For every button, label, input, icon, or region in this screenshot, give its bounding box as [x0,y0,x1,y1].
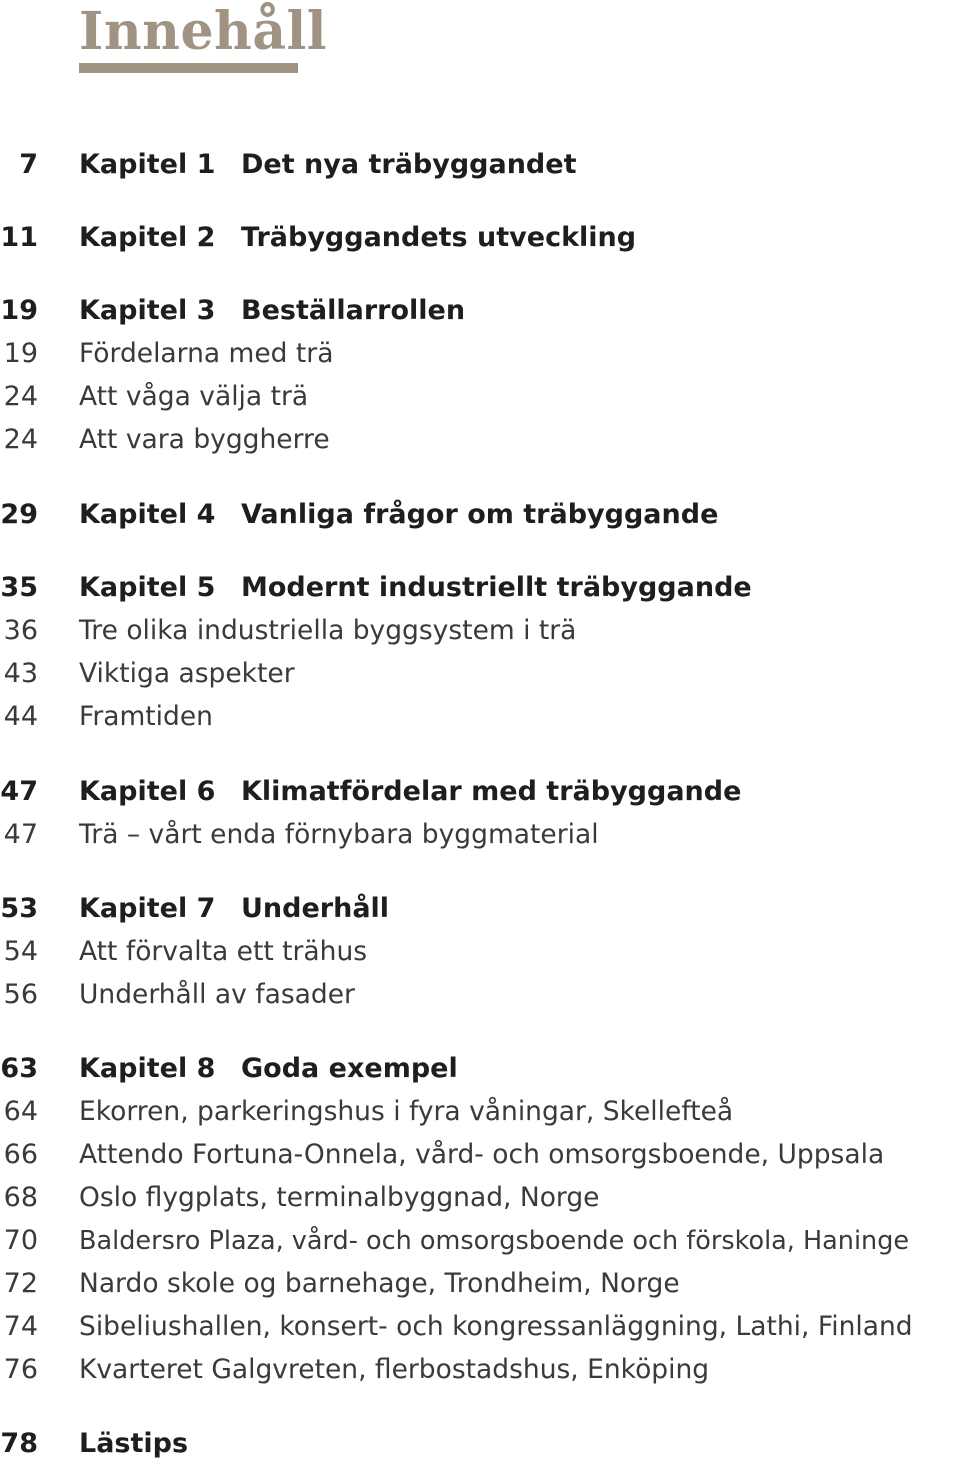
toc-chapter-title: Beställarrollen [241,295,466,326]
toc-entry-kapitel-6[interactable] [0,772,960,812]
toc-entry-section[interactable] [0,1092,960,1132]
toc-section-title: Trä – vårt enda förnybara byggmaterial [79,819,599,850]
toc-entry-section[interactable] [0,334,960,374]
toc-page-number: 54 [3,936,38,967]
toc-section-title: Fördelarna med trä [79,338,334,369]
toc-section-title: Att vara byggherre [79,424,330,455]
toc-page-number: 47 [0,776,38,807]
toc-page-number: 70 [3,1225,38,1256]
toc-entry-section[interactable] [0,1307,960,1347]
toc-page-number: 44 [3,701,38,732]
toc-page-number: 68 [3,1182,38,1213]
toc-chapter-label: Kapitel 3 [79,295,216,326]
toc-page-number: 35 [0,572,38,603]
toc-page-number: 7 [19,149,38,180]
toc-entry-kapitel-3[interactable] [0,291,960,331]
toc-chapter-title: Vanliga frågor om träbyggande [241,499,719,530]
toc-chapter-label: Kapitel 4 [79,499,216,530]
toc-entry-section[interactable] [0,1350,960,1390]
toc-chapter-label: Kapitel 2 [79,222,216,253]
toc-chapter-title: Träbyggandets utveckling [241,222,637,253]
toc-page-number: 74 [3,1311,38,1342]
toc-page-number: 78 [0,1428,38,1459]
toc-section-title: Ekorren, parkeringshus i fyra våningar, Skellefteå [79,1096,734,1127]
toc-entry-kapitel-2[interactable] [0,218,960,258]
toc-entry-kapitel-5[interactable] [0,568,960,608]
toc-chapter-label: Lästips [79,1428,189,1459]
toc-entry-section[interactable] [0,377,960,417]
toc-section-title: Oslo flygplats, terminalbyggnad, Norge [79,1182,600,1213]
toc-entry-kapitel-4[interactable] [0,495,960,535]
toc-page-number: 64 [3,1096,38,1127]
toc-section-title: Framtiden [79,701,213,732]
toc-entry-section[interactable] [0,815,960,855]
toc-chapter-title: Klimatfördelar med träbyggande [241,776,742,807]
toc-section-title: Baldersro Plaza, vård- och omsorgsboende och förskola, Haninge [79,1226,910,1256]
toc-page-number: 19 [3,338,38,369]
toc-entry-section[interactable] [0,1221,960,1261]
toc-section-title: Attendo Fortuna-Onnela, vård- och omsorgsboende, Uppsala [79,1139,885,1170]
toc-page-number: 43 [3,658,38,689]
toc-entry-section[interactable] [0,932,960,972]
toc-page-number: 36 [3,615,38,646]
toc-section-title: Viktiga aspekter [79,658,295,689]
toc-entry-section[interactable] [0,697,960,737]
toc-chapter-title: Underhåll [241,893,390,924]
toc-page-number: 24 [3,424,38,455]
toc-page-number: 11 [0,222,38,253]
toc-chapter-title: Det nya träbyggandet [241,149,577,180]
toc-section-title: Underhåll av fasader [79,979,355,1010]
toc-page-number: 29 [0,499,38,530]
toc-page-number: 66 [3,1139,38,1170]
toc-section-title: Sibeliushallen, konsert- och kongressanläggning, Lathi, Finland [79,1311,913,1342]
toc-entry-kapitel-7[interactable] [0,889,960,929]
toc-entry-section[interactable] [0,420,960,460]
toc-entry-lastips[interactable] [0,1424,960,1464]
toc-entry-kapitel-8[interactable] [0,1049,960,1089]
toc-page-number: 63 [0,1053,38,1084]
toc-entry-kapitel-1[interactable] [0,145,960,185]
toc-entry-section[interactable] [0,611,960,651]
toc-chapter-label: Kapitel 1 [79,149,216,180]
toc-chapter-label: Kapitel 8 [79,1053,216,1084]
toc-page-number: 56 [3,979,38,1010]
toc-page-number: 24 [3,381,38,412]
toc-entry-section[interactable] [0,1264,960,1304]
toc-chapter-label: Kapitel 5 [79,572,216,603]
toc-section-title: Att förvalta ett trähus [79,936,368,967]
toc-page-number: 47 [3,819,38,850]
toc-chapter-label: Kapitel 6 [79,776,216,807]
toc-page-number: 76 [3,1354,38,1385]
page-title: Innehåll [79,1,328,62]
toc-chapter-title: Goda exempel [241,1053,458,1084]
toc-entry-section[interactable] [0,975,960,1015]
toc-section-title: Tre olika industriella byggsystem i trä [79,615,577,646]
toc-section-title: Nardo skole og barnehage, Trondheim, Norge [79,1268,680,1299]
toc-page-number: 53 [0,893,38,924]
toc-section-title: Att våga välja trä [79,381,309,412]
toc-page-number: 72 [3,1268,38,1299]
toc-entry-section[interactable] [0,1135,960,1175]
toc-entry-section[interactable] [0,654,960,694]
toc-entry-section[interactable] [0,1178,960,1218]
toc-page-number: 19 [0,295,38,326]
toc-chapter-title: Modernt industriellt träbyggande [241,572,752,603]
toc-section-title: Kvarteret Galgvreten, flerbostadshus, Enköping [79,1354,710,1385]
toc-chapter-label: Kapitel 7 [79,893,216,924]
